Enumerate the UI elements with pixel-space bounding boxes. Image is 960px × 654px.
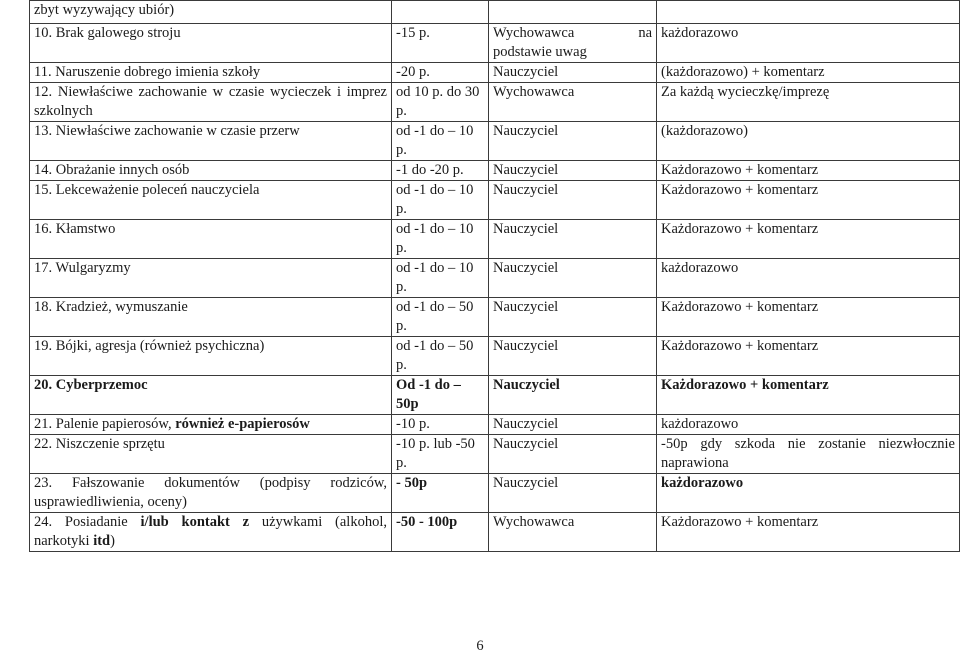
table-row xyxy=(30,1,960,24)
table-row xyxy=(30,122,960,161)
issuer-cell: Wychowawca xyxy=(489,513,657,552)
offense-cell: zbyt wyzywający ubiór) xyxy=(30,1,392,24)
issuer-cell: Nauczyciel xyxy=(489,161,657,181)
penalty-cell: -20 p. xyxy=(392,63,489,83)
offense-cell: 15. Lekceważenie poleceń nauczyciela xyxy=(30,181,392,220)
issuer-cell: Nauczyciel xyxy=(489,415,657,435)
issuer-cell: Wychowawca na podstawie uwag xyxy=(489,24,657,63)
issuer-cell: Nauczyciel xyxy=(489,220,657,259)
penalty-cell: -10 p. lub -50 p. xyxy=(392,435,489,474)
table-row xyxy=(30,24,960,63)
table-row xyxy=(30,63,960,83)
frequency-cell: każdorazowo xyxy=(657,474,960,513)
penalty-cell: od -1 do – 50 p. xyxy=(392,337,489,376)
offense-cell: 10. Brak galowego stroju xyxy=(30,24,392,63)
frequency-cell: Każdorazowo + komentarz xyxy=(657,220,960,259)
offense-cell: 22. Niszczenie sprzętu xyxy=(30,435,392,474)
frequency-cell: każdorazowo xyxy=(657,24,960,63)
penalty-cell: od -1 do – 10 p. xyxy=(392,181,489,220)
page-number: 6 xyxy=(476,638,484,654)
table-row xyxy=(30,513,960,552)
issuer-cell: Wychowawca xyxy=(489,83,657,122)
issuer-cell: Nauczyciel xyxy=(489,181,657,220)
frequency-cell: Za każdą wycieczkę/imprezę xyxy=(657,83,960,122)
offense-cell: 12. Niewłaściwe zachowanie w czasie wycieczek i imprez szkolnych xyxy=(30,83,392,122)
penalty-cell: -50 - 100p xyxy=(392,513,489,552)
offense-cell: 11. Naruszenie dobrego imienia szkoły xyxy=(30,63,392,83)
table-row xyxy=(30,376,960,415)
penalty-cell: od -1 do – 10 p. xyxy=(392,122,489,161)
frequency-cell xyxy=(657,1,960,24)
frequency-cell: (każdorazowo) xyxy=(657,122,960,161)
offense-text: 24. Posiadanie xyxy=(34,514,141,530)
table-row xyxy=(30,259,960,298)
frequency-cell: Każdorazowo + komentarz xyxy=(657,298,960,337)
penalty-cell: od 10 p. do 30 p. xyxy=(392,83,489,122)
penalty-cell: -15 p. xyxy=(392,24,489,63)
table-row xyxy=(30,337,960,376)
offense-emphasis: itd xyxy=(93,533,111,549)
offense-cell: 23. Fałszowanie dokumentów (podpisy rodziców, usprawiedliwienia, oceny) xyxy=(30,474,392,513)
frequency-cell: każdorazowo xyxy=(657,415,960,435)
table-row xyxy=(30,435,960,474)
offense-cell: 16. Kłamstwo xyxy=(30,220,392,259)
offense-cell: 13. Niewłaściwe zachowanie w czasie przerw xyxy=(30,122,392,161)
table-row xyxy=(30,181,960,220)
table-row xyxy=(30,161,960,181)
offense-cell xyxy=(30,513,392,552)
penalty-cell: Od -1 do – 50p xyxy=(392,376,489,415)
table-row xyxy=(30,298,960,337)
penalty-cell: - 50p xyxy=(392,474,489,513)
frequency-cell: Każdorazowo + komentarz xyxy=(657,337,960,376)
offense-text: 21. Palenie papierosów, xyxy=(34,416,176,432)
issuer-cell: Nauczyciel xyxy=(489,63,657,83)
table-row xyxy=(30,415,960,435)
table-row xyxy=(30,474,960,513)
frequency-cell: Każdorazowo + komentarz xyxy=(657,513,960,552)
issuer-cell: Nauczyciel xyxy=(489,298,657,337)
offense-cell: 20. Cyberprzemoc xyxy=(30,376,392,415)
rules-table xyxy=(29,0,960,552)
frequency-cell: Każdorazowo + komentarz xyxy=(657,376,960,415)
penalty-cell: od -1 do – 50 p. xyxy=(392,298,489,337)
table-row xyxy=(30,83,960,122)
frequency-cell: Każdorazowo + komentarz xyxy=(657,161,960,181)
issuer-cell: Nauczyciel xyxy=(489,474,657,513)
penalty-cell xyxy=(392,1,489,24)
issuer-cell xyxy=(489,1,657,24)
offense-emphasis: i/lub kontakt z xyxy=(140,514,250,530)
issuer-cell: Nauczyciel xyxy=(489,435,657,474)
penalty-cell: -1 do -20 p. xyxy=(392,161,489,181)
penalty-cell: -10 p. xyxy=(392,415,489,435)
frequency-cell: (każdorazowo) + komentarz xyxy=(657,63,960,83)
offense-emphasis: również e-papierosów xyxy=(175,416,310,432)
offense-text: używkami (alkohol, narkotyki xyxy=(34,514,387,549)
issuer-cell: Nauczyciel xyxy=(489,259,657,298)
offense-cell: 17. Wulgaryzmy xyxy=(30,259,392,298)
issuer-cell: Nauczyciel xyxy=(489,337,657,376)
offense-cell: 14. Obrażanie innych osób xyxy=(30,161,392,181)
offense-cell: 19. Bójki, agresja (również psychiczna) xyxy=(30,337,392,376)
offense-text: ) xyxy=(110,533,115,549)
issuer-cell: Nauczyciel xyxy=(489,376,657,415)
penalty-cell: od -1 do – 10 p. xyxy=(392,259,489,298)
frequency-cell: -50p gdy szkoda nie zostanie niezwłocznie naprawiona xyxy=(657,435,960,474)
penalty-cell: od -1 do – 10 p. xyxy=(392,220,489,259)
frequency-cell: każdorazowo xyxy=(657,259,960,298)
table-row xyxy=(30,220,960,259)
offense-cell: 18. Kradzież, wymuszanie xyxy=(30,298,392,337)
frequency-cell: Każdorazowo + komentarz xyxy=(657,181,960,220)
issuer-cell: Nauczyciel xyxy=(489,122,657,161)
offense-cell xyxy=(30,415,392,435)
